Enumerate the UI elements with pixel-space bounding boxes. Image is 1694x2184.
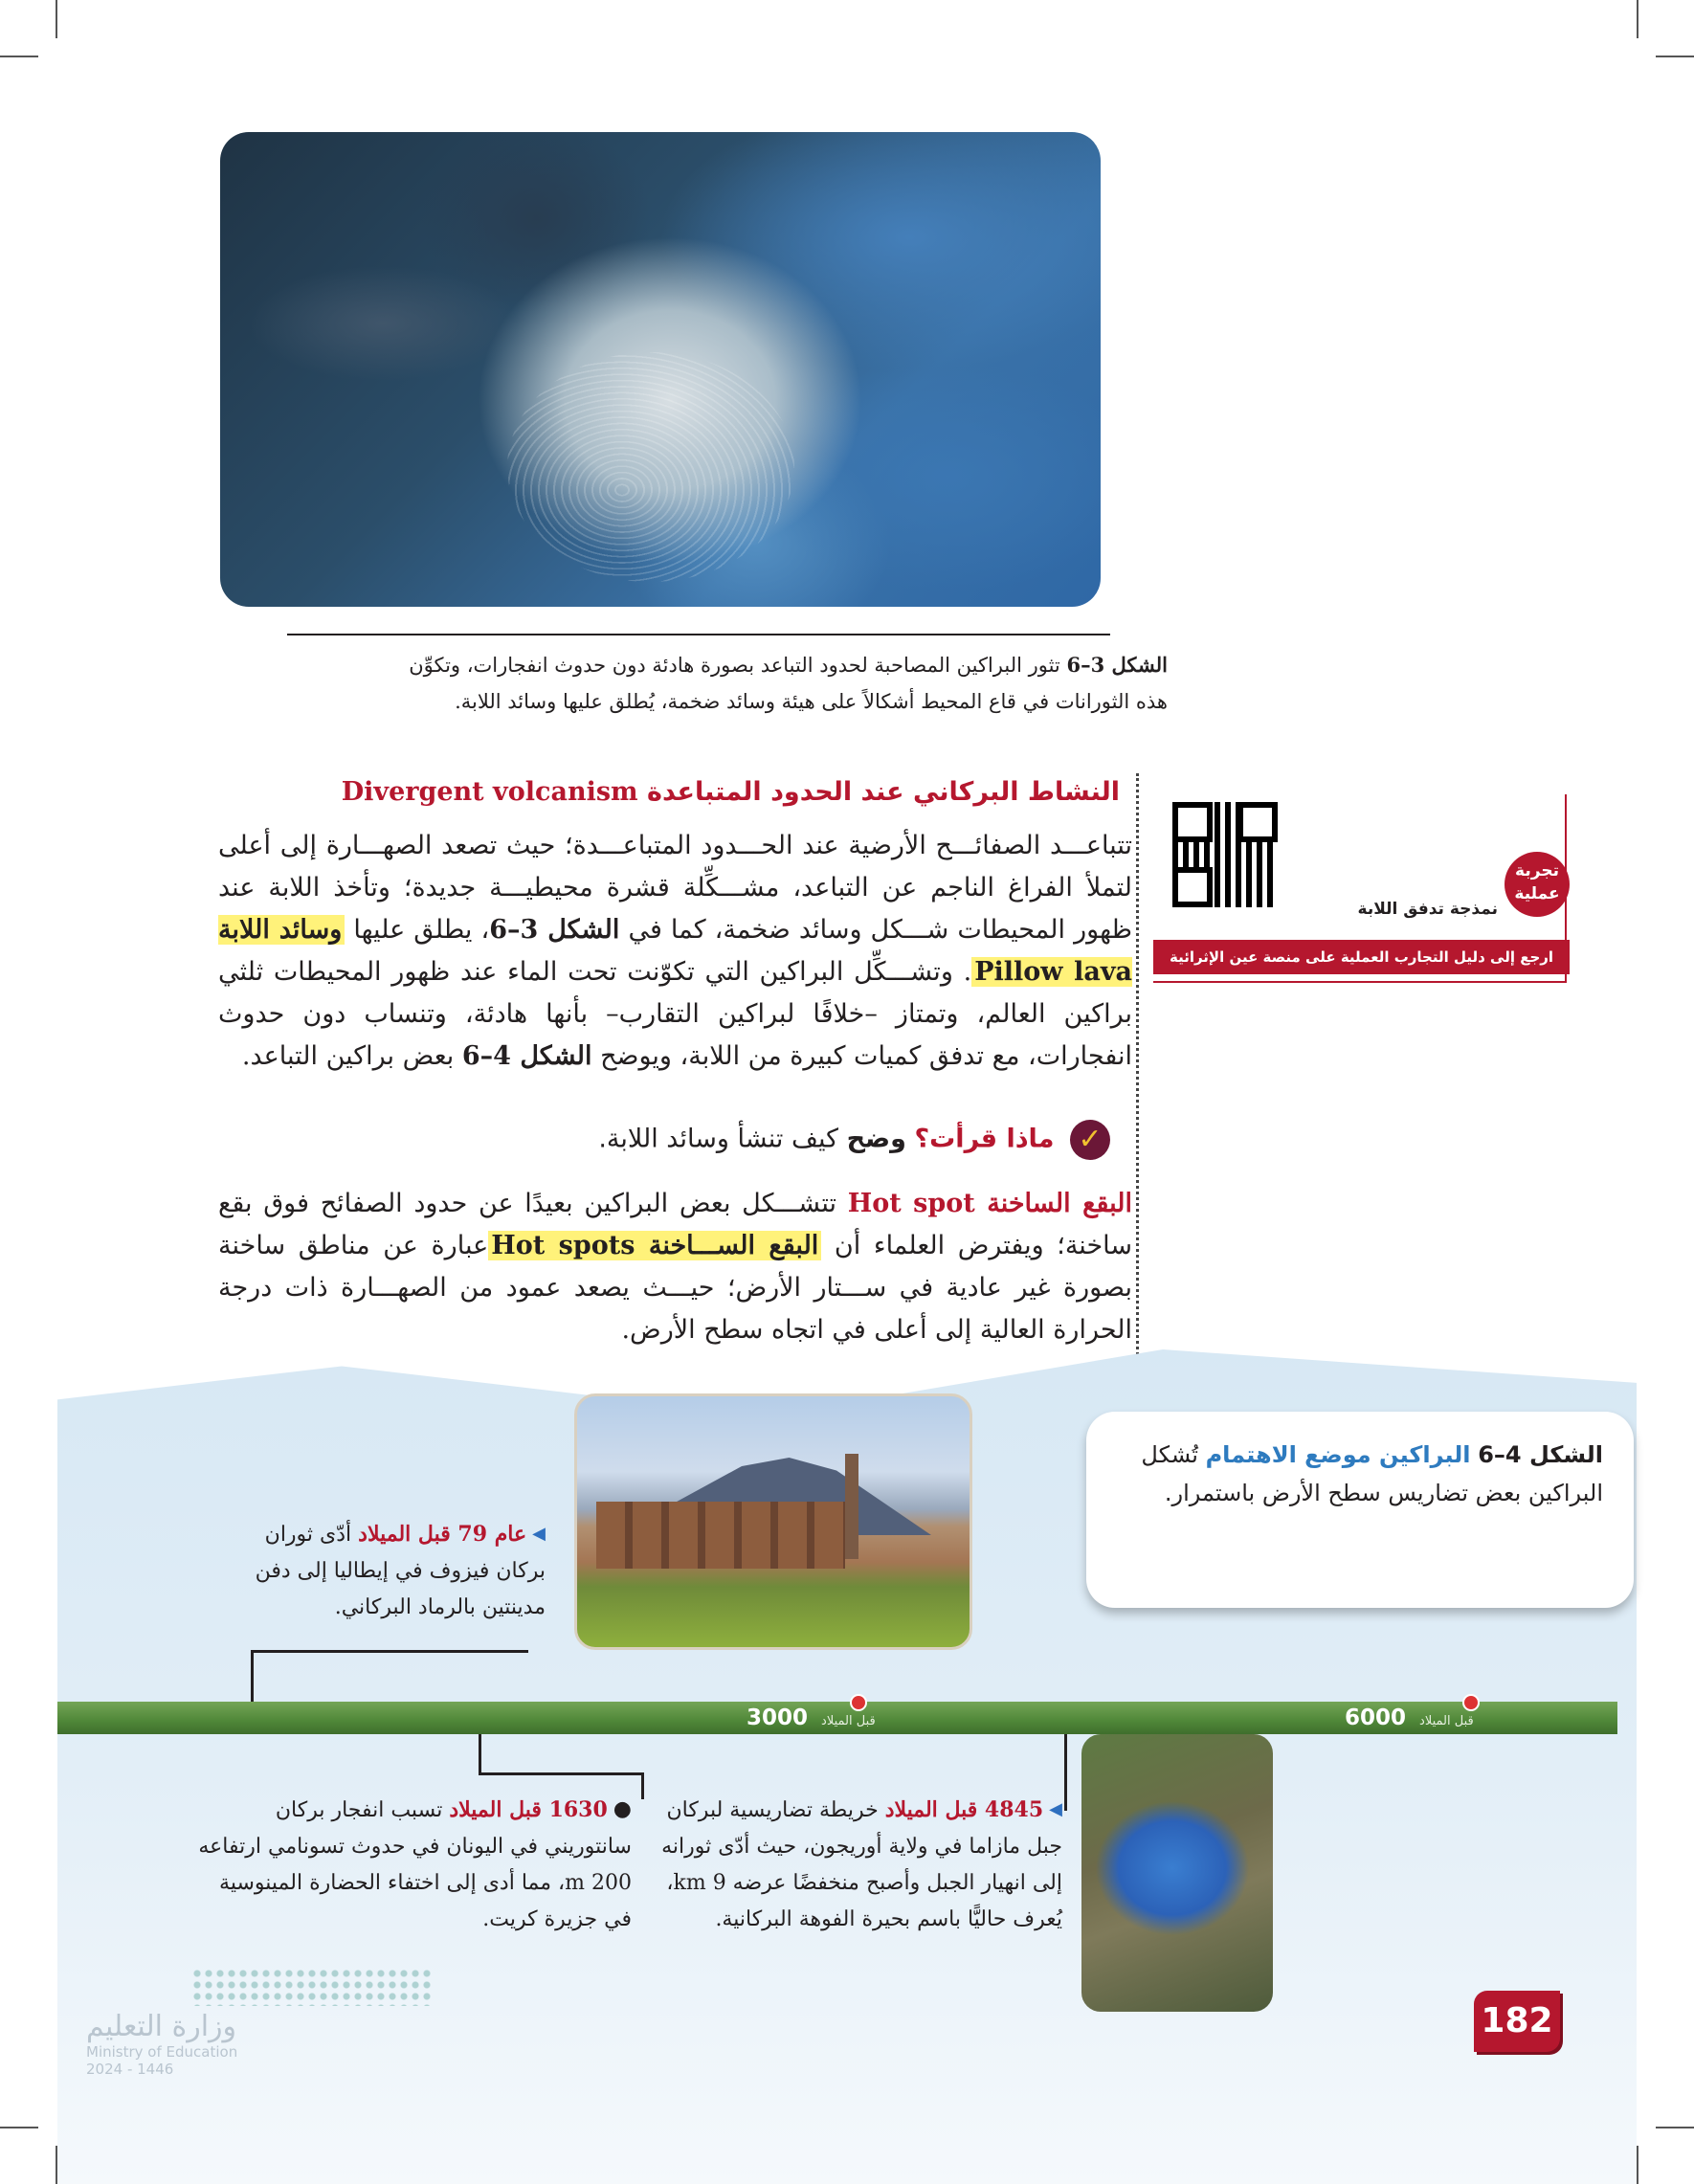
mark-year: 3000 (747, 1705, 809, 1730)
text: . وتشـــكِّل البراكين التي تكوّنت تحت الماء عند ظهور المحيطات ثلثي براكين العالم، وتمتاز –خلافًا لبراكين التقارب– بأنها هادئة، وتنساب دون حدوث انفجارات، مع تدفق كميات كبيرة من اللابة، ويوضح (218, 957, 1132, 1071)
dotted-divider (1136, 773, 1139, 1395)
figure-caption (287, 647, 1168, 720)
lab-box (1153, 794, 1570, 981)
reading-question: كيف تنشأ وسائد اللابة. (598, 1124, 838, 1154)
mark-suffix: قبل الميلاد (821, 1714, 876, 1728)
crop-mark (56, 2146, 57, 2184)
logo-pattern (191, 1968, 431, 2006)
badge-text: تجربة (1515, 861, 1559, 880)
event-text: تسبب انفجار بركان سانتوريني في اليونان في حدوث تسونامي ارتفاعه 200 m، مما أدى إلى اختفاء الحضارة المينوسية في جزيرة كريت. (198, 1798, 632, 1931)
text: تتشـــكل بعض البراكين بعيدًا عن حدود الصفائح فوق بقع ساخنة؛ ويفترض العلماء أن (218, 1189, 1132, 1260)
figure-box-title: البراكين موضع الاهتمام (1205, 1441, 1471, 1468)
timeline-mark-3000 (747, 1705, 876, 1730)
text: بعض براكين التباعد. (241, 1041, 455, 1071)
heading-arabic: النشاط البركاني عند الحدود المتباعدة (647, 777, 1120, 807)
pointer-icon: ◀ (1049, 1799, 1062, 1819)
lab-footer: ارجع إلى دليل التجارب العملية على منصة عين الإثرائية (1153, 940, 1570, 974)
event-text: أدّى ثوران بركان فيزوف في إيطاليا إلى دفن مدينتين بالرماد البركاني. (255, 1523, 546, 1619)
connector-line (641, 1772, 644, 1799)
badge-text: عملية (1514, 884, 1560, 903)
crop-mark (1637, 2146, 1638, 2184)
timeline-mark-6000 (1345, 1705, 1474, 1730)
connector-line (1064, 1734, 1067, 1811)
crop-mark (56, 0, 57, 38)
hotspot-lead: البقع الساخنة Hot spot (847, 1189, 1133, 1218)
crater-lake-photo (1081, 1734, 1273, 2012)
timeline-event-1630 (187, 1792, 632, 1938)
connector-line (251, 1650, 528, 1653)
timeline-event-79 (230, 1516, 546, 1626)
figure-box-desc: تُشكل البراكين بعض تضاريس سطح الأرض باستمرار. (1141, 1441, 1603, 1506)
crop-mark (1656, 56, 1694, 57)
figure-ref: الشكل 4–6 (461, 1041, 592, 1071)
crop-mark (1637, 0, 1638, 38)
text: تتباعـــد الصفائـــح الأرضية عند الحـــدود المتباعـــدة؛ حيث تصعد الصهـــارة إلى أعلى لتملأ الفراغ الناجم عن التباعد، مشـــكِّلة قشرة محيطيـــة جديدة؛ وتأخذ اللابة عند ظهور المحيطات شـــكل وسائد ضخمة، كما في (218, 831, 1133, 945)
qr-code-icon[interactable] (1172, 802, 1278, 907)
connector-line (479, 1772, 643, 1775)
figure-ref: الشكل 3–6 (489, 915, 620, 945)
ministry-year: 2024 - 1446 (86, 2061, 174, 2078)
event-year: 4845 قبل الميلاد (884, 1797, 1044, 1822)
term-hot-spots: البقع الســـاخنة Hot spots (488, 1231, 821, 1260)
figure-box-text (1115, 1436, 1603, 1512)
section-heading (325, 777, 1120, 807)
bullet-icon: ● (613, 1797, 632, 1821)
pillow-lava-photo (220, 132, 1101, 607)
reading-check (536, 1120, 1110, 1160)
lab-title: نمذجة تدفق اللابة (1357, 900, 1498, 919)
paragraph-divergent (218, 825, 1132, 1078)
ministry-name-en: Ministry of Education (86, 2043, 238, 2061)
term-pillow-lava: وسائد اللابة Pillow lava (218, 915, 1133, 987)
lab-badge (1505, 852, 1570, 917)
text: ، يطلق عليها (353, 915, 490, 945)
reading-check-label: ماذا قرأت؟ (914, 1124, 1055, 1154)
paragraph-hotspot (218, 1183, 1132, 1351)
connector-line (251, 1650, 254, 1704)
text: عبارة عن مناطق ساخنة بصورة غير عادية في ســـتار الأرض؛ حيـــث يصعد عمود من الصهـــارة ذات درجة الحرارة العالية إلى أعلى في اتجاه سطح الأرض. (218, 1231, 1132, 1345)
checkmark-icon: ✓ (1070, 1120, 1110, 1160)
event-year: عام 79 قبل الميلاد (358, 1522, 527, 1547)
timeline-event-4845 (636, 1792, 1062, 1938)
caption-line: تثور البراكين المصاحبة لحدود التباعد بصورة هادئة دون حدوث انفجارات، وتكوِّن (409, 654, 1060, 677)
event-year: 1630 قبل الميلاد (449, 1797, 608, 1822)
page-number: 182 (1474, 1991, 1560, 2052)
event-text: خريطة تضاريسية لبركان جبل مازاما في ولاية أوريجون، حيث أدّى ثورانه إلى انهيار الجبل وأصبح منخفضًا عرضه 9 km، يُعرف حاليًّا باسم بحيرة الفوهة البركانية. (661, 1798, 1062, 1931)
crop-mark (1656, 2127, 1694, 2128)
mark-suffix: قبل الميلاد (1419, 1714, 1474, 1728)
ministry-logo (86, 2010, 287, 2078)
crop-mark (0, 56, 38, 57)
pointer-icon: ◀ (532, 1524, 546, 1544)
caption-label: الشكل 3–6 (1066, 653, 1168, 677)
caption-line: هذه الثورانات في قاع المحيط أشكالاً على هيئة وسائد ضخمة، يُطلق عليها وسائد اللابة. (455, 690, 1168, 713)
crop-mark (0, 2127, 38, 2128)
reading-command: وضح (846, 1124, 906, 1154)
mark-year: 6000 (1345, 1705, 1407, 1730)
figure-box-label: الشكل 4–6 (1478, 1441, 1603, 1468)
connector-line (479, 1734, 481, 1774)
heading-english: Divergent volcanism (341, 777, 638, 807)
caption-rule (287, 634, 1110, 635)
ministry-name-ar: وزارة التعليم (86, 2010, 237, 2043)
pompeii-photo (574, 1393, 972, 1650)
